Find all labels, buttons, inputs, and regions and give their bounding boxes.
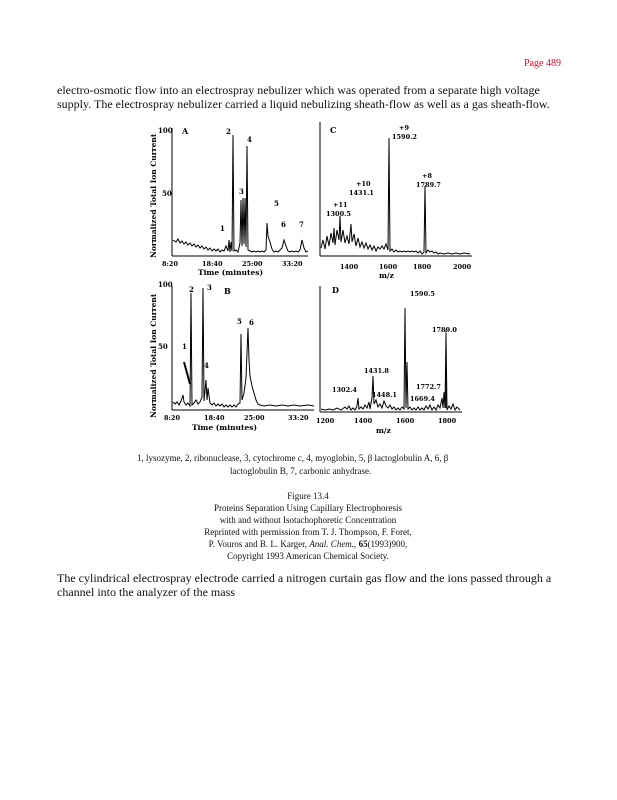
caption-line-5: Copyright 1993 American Chemical Society. (227, 551, 389, 561)
panel-d-mz-1669-4: 1669.4 (410, 395, 435, 403)
panel-d-letter: D (332, 285, 339, 295)
panel-b-trace (173, 288, 314, 407)
panel-d-xtick-0: 1200 (316, 417, 335, 425)
panel-c-trace (321, 138, 470, 254)
panel-d-mz-1448-1: 1448.1 (372, 391, 397, 399)
panel-b-ytick-50: 50 (158, 342, 168, 351)
caption-title: Figure 13.4 (287, 491, 329, 501)
panel-a-ytick-50: 50 (162, 189, 172, 198)
legend-line-2: lactoglobulin B, 7, carbonic anhydrase. (230, 466, 372, 476)
panel-c-xtick-1: 1600 (379, 263, 398, 271)
caption-journal: Anal. Chem., (309, 539, 357, 549)
caption-authors: P. Vouros and B. L. Karger, (208, 539, 308, 549)
panel-b-peak-3: 3 (207, 283, 212, 292)
panel-c-charge-10: +10 (356, 180, 371, 188)
y-axis-label-top: Normalized Total Ion Current (149, 133, 158, 258)
panel-a-xtick-1: 18:40 (202, 260, 223, 268)
panel-d-xtick-2: 1600 (396, 417, 415, 425)
panel-d-xtick-3: 1800 (438, 417, 457, 425)
panel-b-peak-1: 1 (182, 342, 187, 351)
panel-c-xtick-2: 1800 (413, 263, 432, 271)
panel-a-peak-5: 5 (274, 199, 279, 208)
caption-line-3: Reprinted with permission from T. J. Thompson, F. Foret, (204, 527, 412, 537)
caption-line-1: Proteins Separation Using Capillary Electrophoresis (214, 503, 402, 513)
panel-c-mz-1431-1: 1431.1 (349, 189, 374, 197)
panel-b-ytick-100: 100 (158, 280, 173, 289)
caption-pages: (1993)900, (367, 539, 408, 549)
paragraph-continued: The cylindrical electrospray electrode carried a nitrogen curtain gas flow and the ions passed through a channel into the analyzer of the mass (57, 571, 552, 599)
panel-d-mz-1431-8: 1431.8 (364, 367, 389, 375)
panel-a-peak-2: 2 (226, 127, 231, 136)
panel-d-mz-1302-4: 1302.4 (332, 386, 357, 394)
panel-b-xtick-1: 18:40 (204, 414, 225, 422)
panel-c-charge-8: +8 (422, 172, 432, 180)
page-number: Page 489 (524, 58, 561, 69)
panel-b-peak-6: 6 (249, 318, 254, 327)
panel-a-peak-7: 7 (299, 220, 304, 229)
panel-b-xlabel: Time (minutes) (192, 423, 257, 432)
panel-d (316, 285, 462, 435)
panel-a-peak-4: 4 (247, 135, 252, 144)
panel-a-ytick-100: 100 (158, 126, 173, 135)
panel-b-arrow (184, 362, 190, 384)
panel-a (158, 126, 308, 277)
panel-b-xtick-3: 33:20 (288, 414, 309, 422)
panel-c-mz-1590-2: 1590.2 (392, 133, 417, 141)
panel-a-peak-3: 3 (239, 187, 244, 196)
panel-d-xtick-1: 1400 (354, 417, 373, 425)
panel-d-mz-1772-7: 1772.7 (416, 383, 441, 391)
panel-b-xtick-0: 8:20 (164, 414, 180, 422)
panel-b-peak-5: 5 (237, 317, 242, 326)
panel-c-xtick-3: 2000 (453, 263, 472, 271)
panel-c-mz-1789-7: 1789.7 (416, 181, 441, 189)
panel-c (320, 122, 472, 280)
figure-caption (148, 490, 468, 562)
panel-d-xlabel: m/z (376, 426, 391, 435)
legend-line-1: 1, lysozyme, 2, ribonuclease, 3, cytochrome c, 4, myoglobin, 5, β lactoglobulin A, 6, β (137, 453, 449, 463)
panel-b-xtick-2: 25:00 (244, 414, 265, 422)
figure-13-4 (140, 118, 480, 448)
caption-line-4 (148, 538, 468, 550)
panel-a-xtick-3: 33:20 (282, 260, 303, 268)
panel-a-xlabel: Time (minutes) (198, 268, 263, 277)
panel-b-letter: B (224, 286, 231, 296)
panel-b-peak-4: 4 (204, 361, 209, 370)
caption-line-2: with and without Isotachophoretic Concentration (219, 515, 397, 525)
panel-c-charge-9: +9 (399, 124, 409, 132)
paragraph-intro: electro-osmotic flow into an electrospray nebulizer which was operated from a separate high voltage supply. The electrospray nebulizer carried a liquid nebulizing sheath-flow as well as a gas sheath-flow. (57, 83, 550, 111)
caption-volume: 65 (358, 539, 368, 549)
panel-c-charge-11: +11 (333, 201, 348, 209)
panel-c-xtick-0: 1400 (340, 263, 359, 271)
panel-a-letter: A (182, 126, 189, 136)
panel-c-xlabel: m/z (379, 271, 394, 280)
panel-d-mz-1590-5: 1590.5 (410, 290, 435, 298)
y-axis-label-bottom: Normalized Total Ion Current (149, 293, 158, 418)
panel-a-xtick-2: 25:00 (242, 260, 263, 268)
panel-b-peak-2: 2 (189, 285, 194, 294)
panel-b (158, 280, 314, 432)
panel-c-letter: C (330, 125, 337, 135)
panel-a-xtick-0: 8:20 (162, 260, 178, 268)
figure-legend (137, 452, 497, 478)
panel-d-mz-1789-0: 1789.0 (432, 326, 457, 334)
panel-a-peak-1: 1 (220, 224, 225, 233)
panel-a-peak-6: 6 (281, 220, 286, 229)
panel-c-mz-1300-5: 1300.5 (326, 210, 351, 218)
